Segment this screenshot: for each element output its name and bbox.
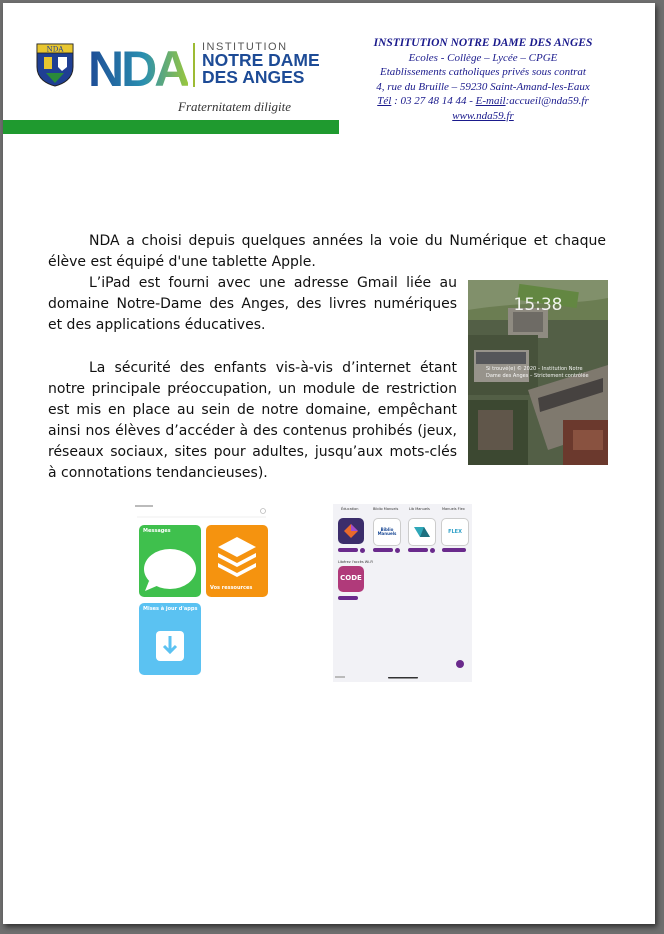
column-header-biblio: Biblio Manuels <box>373 507 399 511</box>
second-row-label: Libérez l'accès Wi-Fi <box>338 560 374 564</box>
nda-logo-icon <box>88 40 188 90</box>
contact-block <box>353 36 613 123</box>
email-label: E-mail <box>475 95 506 107</box>
institution-name-line2: DES ANGES <box>202 67 305 87</box>
lib-app-icon <box>409 519 435 545</box>
app-dot-biblio[interactable] <box>395 548 400 553</box>
app-button-education[interactable] <box>338 548 358 552</box>
floating-action-button[interactable] <box>456 660 464 668</box>
app-dot-lib[interactable] <box>430 548 435 553</box>
tel-label: Tél <box>377 95 392 107</box>
tile-resources-label: Vos ressources <box>210 585 253 591</box>
tile-app-updates-label: Mises à jour d'apps <box>143 606 198 612</box>
app-button-flex[interactable] <box>442 548 466 552</box>
contact-status: Etablissements catholiques privés sous contrat <box>380 66 586 78</box>
column-header-flex: Manuels Flex <box>442 507 465 511</box>
flex-app-label: FLEX <box>448 529 462 535</box>
app-catalog-screenshot <box>333 504 472 682</box>
app-icon-education[interactable] <box>338 518 364 544</box>
tile-messages-label: Messages <box>143 528 171 534</box>
contact-phone-email <box>353 94 613 109</box>
crest-icon <box>36 43 74 87</box>
ipad-lockscreen-photo <box>468 280 608 465</box>
crest-monogram: NDA <box>46 45 64 54</box>
download-icon <box>139 603 201 675</box>
column-header-lib: Lib Manuels <box>409 507 430 511</box>
lockscreen-caption: Si trouvé(e) © 2020 – Institution Notre Dame des Anges – Strictement contrôlée <box>486 366 589 379</box>
nda-logo-text: NDA <box>88 41 188 90</box>
email-value[interactable]: :accueil@nda59.fr <box>505 95 589 107</box>
education-app-icon <box>338 518 364 544</box>
ipad-home-screenshot <box>133 503 270 681</box>
tile-app-updates[interactable] <box>139 603 201 675</box>
biblio-app-label: Biblio Manuels <box>377 527 397 536</box>
tile-messages[interactable] <box>139 525 201 597</box>
tel-value: : 03 27 48 14 44 - <box>394 95 473 107</box>
logo-divider <box>193 43 195 87</box>
lockscreen-clock: 15:38 <box>513 295 563 315</box>
app-icon-biblio-manuels[interactable] <box>373 518 401 546</box>
document-page <box>3 3 655 924</box>
paragraph-ipad: L’iPad est fourni avec une adresse Gmail liée au domaine Notre-Dame des Anges, des livres numériques et des applications éducatives. <box>48 275 457 333</box>
institution-label: INSTITUTION <box>202 41 288 53</box>
paragraph-digital: NDA a choisi depuis quelques années la voie du Numérique et chaque élève est équipé d'une tablette Apple. <box>48 233 606 270</box>
institution-name-line1: NOTRE DAME <box>202 50 320 70</box>
column-header-education: Éducation <box>341 507 359 511</box>
website-link[interactable]: www.nda59.fr <box>452 109 514 122</box>
app-button-lib[interactable] <box>408 548 428 552</box>
header-green-bar <box>3 120 339 134</box>
app-dot-education[interactable] <box>360 548 365 553</box>
institution-name <box>202 52 352 86</box>
app-icon-lib-manuels[interactable] <box>408 518 436 546</box>
contact-title: INSTITUTION NOTRE DAME DES ANGES <box>373 37 593 49</box>
tile-resources[interactable] <box>206 525 268 597</box>
contact-address: 4, rue du Bruille – 59230 Saint-Amand-les-Eaux <box>376 80 590 93</box>
motto: Fraternitatem diligite <box>178 99 292 114</box>
app-button-code[interactable] <box>338 596 358 600</box>
app-button-biblio[interactable] <box>373 548 393 552</box>
app-icon-code[interactable] <box>338 566 364 592</box>
paragraph-security: La sécurité des enfants vis-à-vis d’internet étant notre principale préoccupation, un module de restriction est mis en place au sein de notre domaine, empêchant ainsi nos élèves d’accéder à des contenus prohibés (jeux, réseaux sociaux, sites pour adultes, jusqu’aux mots-clés à connotations tendancieuses). <box>48 360 457 481</box>
app-icon-flex[interactable] <box>441 518 469 546</box>
messages-bubble-icon <box>139 525 201 597</box>
code-app-label: CODE <box>340 574 362 582</box>
contact-schools: Ecoles - Collège – Lycée – CPGE <box>408 51 558 64</box>
